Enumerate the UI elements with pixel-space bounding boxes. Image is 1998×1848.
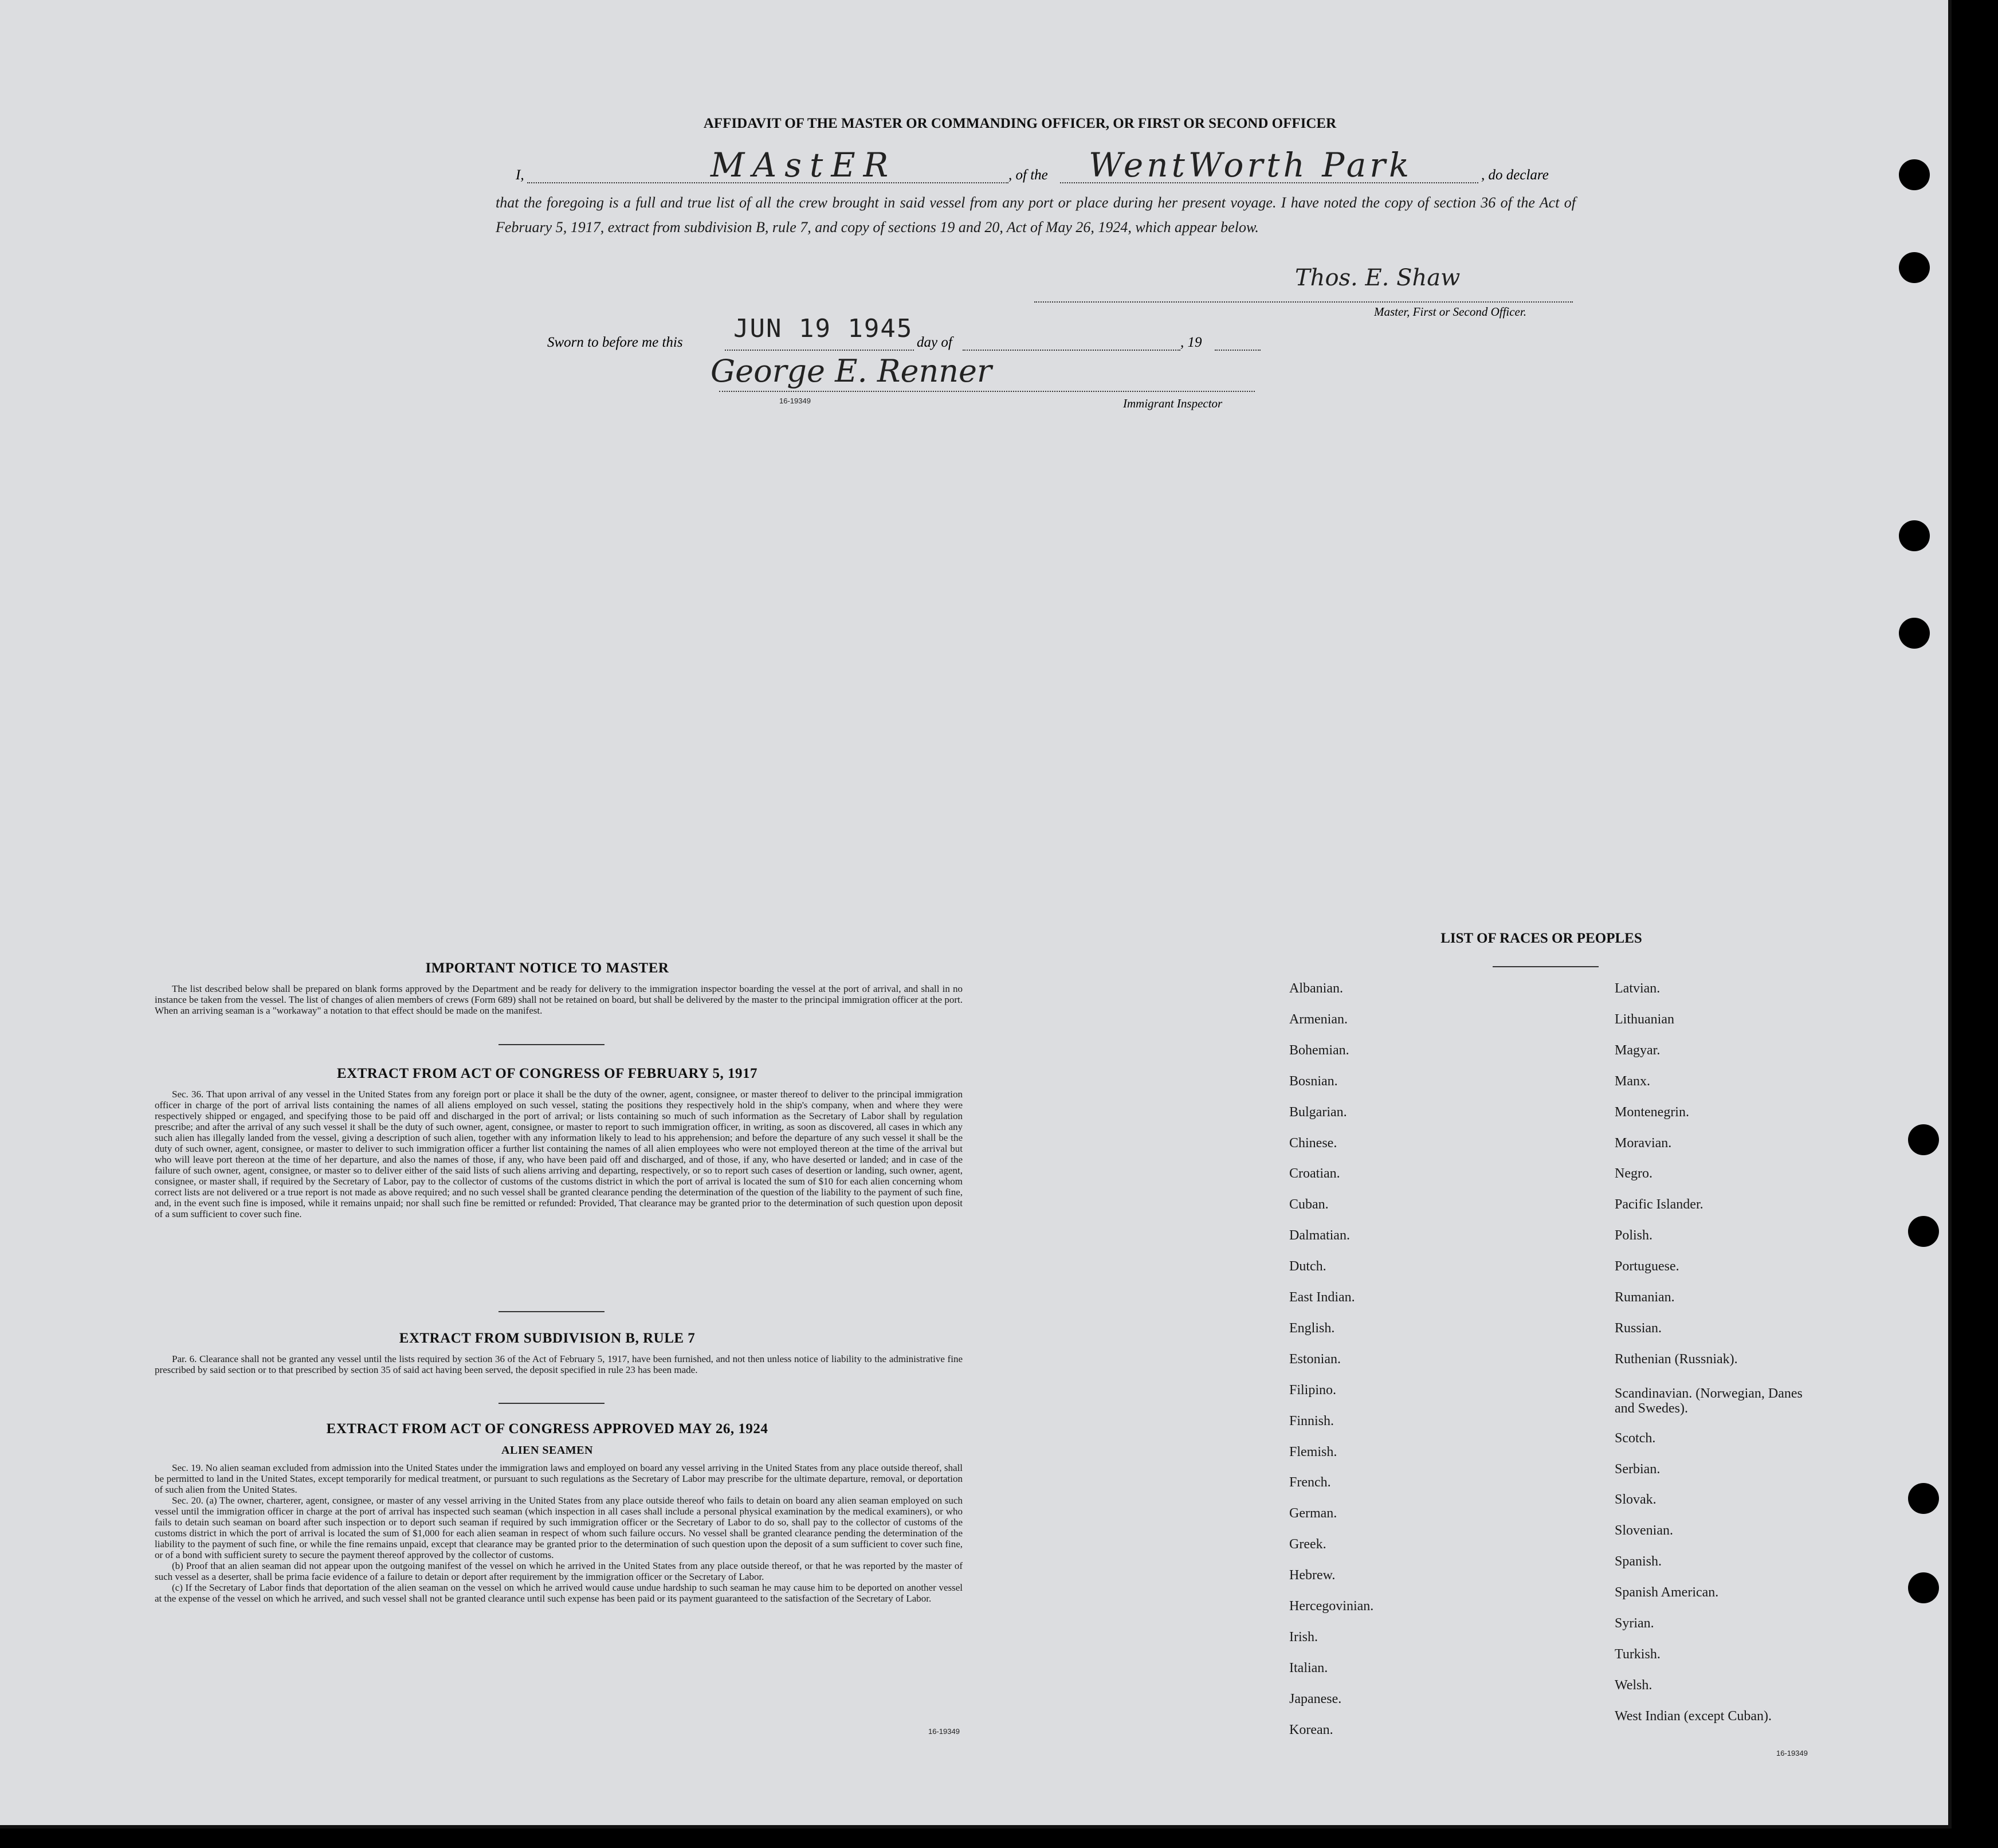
punch-hole <box>1908 1483 1939 1514</box>
rule7-title: EXTRACT FROM SUBDIVISION B, RULE 7 <box>399 1331 696 1346</box>
race-item: Scandinavian. (Norwegian, Danes and Swedes). <box>1615 1386 1803 1416</box>
race-item: Portuguese. <box>1615 1259 1679 1274</box>
separator <box>498 1044 604 1045</box>
race-item: Hercegovinian. <box>1289 1599 1374 1614</box>
race-item: Pacific Islander. <box>1615 1197 1703 1212</box>
race-item: Russian. <box>1615 1321 1662 1336</box>
race-item: Armenian. <box>1289 1012 1348 1027</box>
notice-body: The list described below shall be prepared on blank forms approved by the Department and be ready for delivery to the immigration inspector boarding the vessel at the port of arrival, and shall in no instance be taken from the vessel. The list of changes of alien members of crews (Form 689) shall not be retained on board, but shall be delivered by the master to the principal immigration officer at the port. When an arriving seaman is a "workaway" a notation to that effect should be made on the manifest. <box>155 983 963 1016</box>
alien-seamen-subtitle: ALIEN SEAMEN <box>501 1444 593 1457</box>
race-item: Hebrew. <box>1289 1568 1336 1583</box>
race-item: Montenegrin. <box>1615 1105 1689 1120</box>
race-item: Turkish. <box>1615 1647 1661 1662</box>
race-item: Finnish. <box>1289 1414 1334 1429</box>
punch-hole <box>1899 520 1930 551</box>
race-item: Rumanian. <box>1615 1290 1675 1305</box>
race-item: Manx. <box>1615 1074 1650 1089</box>
form-number-top: 16-19349 <box>779 397 811 405</box>
separator <box>498 1403 604 1404</box>
extract-1924-body <box>155 1462 963 1604</box>
race-item: West Indian (except Cuban). <box>1615 1709 1772 1724</box>
race-item: Serbian. <box>1615 1462 1661 1477</box>
race-item: Dalmatian. <box>1289 1228 1350 1243</box>
sec20a-text: Sec. 20. (a) The owner, charterer, agent, consignee, or master of any vessel arriving in the United States from any place outside thereof who fails to detain on board any alien seaman employed on such vessel until the immigration officer in charge at the port of arrival has inspected such seaman (which inspection in all cases shall include a personal physical examination by the medical examiners), or who fails to detain such seaman on board after such inspection or to deport such seaman if required by such immigration officer or the Secretary of Labor to do so, shall pay to the collector of customs of the customs district in which the port of arrival is located the sum of $1,000 for each alien seaman in respect of whom such failure occurs. No vessel shall be granted clearance pending the determination of the liability to the payment of such fine, or while the fine remains unpaid, except that clearance may be granted prior to the determination of such question upon the deposit of a sum sufficient to cover such fine, or of a bond with sufficient surety to secure the payment thereof approved by the collector of customs. <box>155 1495 963 1560</box>
race-item: Bohemian. <box>1289 1043 1349 1058</box>
race-item: Bulgarian. <box>1289 1105 1347 1120</box>
race-item: Flemish. <box>1289 1445 1337 1459</box>
form-number-right: 16-19349 <box>1776 1749 1808 1757</box>
race-item: Syrian. <box>1615 1616 1654 1631</box>
sec20b-text: (b) Proof that an alien seaman did not appear upon the outgoing manifest of the vessel on which he arrived in the United States from any place outside thereof, or that he was reported by the master of such vessel as a deserter, shall be prima facie evidence of a failure to detain or deport after requirement by the immigration officer or the Secretary of Labor. <box>155 1560 963 1582</box>
punch-hole <box>1899 252 1930 283</box>
race-item: German. <box>1289 1506 1337 1521</box>
officer-label: Master, First or Second Officer. <box>1374 305 1526 319</box>
race-item: Japanese. <box>1289 1692 1342 1706</box>
race-item: Slovenian. <box>1615 1523 1673 1538</box>
punch-hole <box>1908 1124 1939 1155</box>
race-item: Lithuanian <box>1615 1012 1674 1027</box>
race-item: Croatian. <box>1289 1166 1340 1181</box>
race-item: East Indian. <box>1289 1290 1355 1305</box>
race-item: Irish. <box>1289 1630 1318 1645</box>
inspector-signature-line <box>719 391 1255 392</box>
affidavit-title: AFFIDAVIT OF THE MASTER OR COMMANDING OFFICER, OR FIRST OR SECOND OFFICER <box>703 116 1337 131</box>
race-item: Albanian. <box>1289 981 1343 996</box>
race-item: Ruthenian (Russniak). <box>1615 1352 1738 1367</box>
race-item: Italian. <box>1289 1661 1328 1676</box>
race-item: Greek. <box>1289 1537 1326 1552</box>
punch-hole <box>1899 618 1930 649</box>
year-label: , 19 <box>1180 335 1202 350</box>
sec19-text: Sec. 19. No alien seaman excluded from admission into the United States under the immigration laws and employed on board any vessel arriving in the United States from any place outside thereof, shall be permitted to land in the United States, except temporarily for medical treatment, or pursuant to such regulations as the Secretary of Labor may prescribe for the ultimate departure, removal, or deportation of such alien from the United States. <box>155 1462 963 1495</box>
race-item: Spanish American. <box>1615 1585 1719 1600</box>
race-item: Cuban. <box>1289 1197 1329 1212</box>
punch-hole <box>1899 159 1930 190</box>
punch-hole <box>1908 1216 1939 1247</box>
race-item: Slovak. <box>1615 1492 1657 1507</box>
race-item: Dutch. <box>1289 1259 1326 1274</box>
of-the-label: , of the <box>1008 167 1048 183</box>
race-item: Korean. <box>1289 1723 1333 1737</box>
officer-signature-line <box>1034 301 1573 303</box>
race-item: Polish. <box>1615 1228 1653 1243</box>
race-item: English. <box>1289 1321 1335 1336</box>
inspector-label: Immigrant Inspector <box>1123 397 1223 410</box>
sec20c-text: (c) If the Secretary of Labor finds that deportation of the alien seaman on the vessel on which he arrived would cause undue hardship to such seaman he may cause him to be deported on another vessel at the expense of the vessel on which he arrived, and such vessel shall not be granted clearance until such expense has been paid or its payment guaranteed to the satisfaction of the Secretary of Labor. <box>155 1582 963 1604</box>
extract-1924-title: EXTRACT FROM ACT OF CONGRESS APPROVED MAY 26, 1924 <box>326 1421 768 1437</box>
extract-1917-body: Sec. 36. That upon arrival of any vessel in the United States from any foreign port or place it shall be the duty of the owner, agent, consignee, or master thereof to deliver to the principal immigration officer in charge of the port of arrival lists containing the names of all aliens employed on such vessel, stating the positions they respectively hold in the ship's company, when and where they were respectively shipped or engaged, and specifying those to be paid off and discharged in the port of arrival; or lists containing so much of such information as the Secretary of Labor shall by regulation prescribe; and after the arrival of any such vessel it shall be the duty of such owner, agent, consignee, or master to report to such immigration officer, in writing, as soon as discovered, all cases in which any such alien has illegally landed from the vessel, giving a description of such alien, together with any information likely to lead to his apprehension; and before the departure of any such vessel it shall be the duty of such owner, agent, consignee, or master to deliver to such immigration officer a further list containing the names of all alien employees who were not employed thereon at the time of the arrival but who will leave port thereon at the time of her departure, and also the names of those, if any, who have been paid off and discharged, and of those, if any, who have deserted or landed; and in case of the failure of such owner, agent, consignee, or master so to deliver either of the said lists of such aliens arriving and departing, respectively, or so to report such cases of desertion or landing, such owner, agent, consignee, or master shall, if required by the Secretary of Labor, pay to the collector of customs of the customs district in which the port of arrival is located the sum of $10 for each alien concerning whom correct lists are not delivered or a true report is not made as above required; and no such vessel shall be granted clearance pending the determination of the question of the liability to the payment of such fine, and, in the event such fine is imposed, while it remains unpaid; nor shall such fine be remitted or refunded: Provided, That clearance may be granted prior to the determination of such question upon deposit of a sum sufficient to cover such fine. <box>155 1089 963 1219</box>
vessel-name-handwritten: WentWorth Park <box>1089 146 1413 185</box>
year-line <box>1215 350 1261 351</box>
race-item: Estonian. <box>1289 1352 1341 1367</box>
race-item: Latvian. <box>1615 981 1661 996</box>
form-number-left: 16-19349 <box>928 1727 960 1736</box>
inspector-signature: George E. Renner <box>711 353 992 389</box>
separator <box>1493 966 1599 967</box>
master-name-handwritten: MAstER <box>711 146 897 185</box>
month-line <box>963 350 1180 351</box>
sworn-date-line <box>725 350 914 351</box>
rule7-body: Par. 6. Clearance shall not be granted any vessel until the lists required by section 36 of the Act of February 5, 1917, have been furnished, and not then unless notice of liability to the administrative fine prescribed by said section or to that prescribed by section 35 of said act having been served, the deposit specified in rule 23 has been made. <box>155 1353 963 1375</box>
race-item: Magyar. <box>1615 1043 1661 1058</box>
notice-title: IMPORTANT NOTICE TO MASTER <box>425 960 669 976</box>
day-of-label: day of <box>917 335 952 350</box>
race-item: Filipino. <box>1289 1383 1337 1398</box>
sworn-label: Sworn to before me this <box>547 335 683 350</box>
race-item: French. <box>1289 1475 1331 1490</box>
extract-1917-title: EXTRACT FROM ACT OF CONGRESS OF FEBRUARY 5, 1917 <box>336 1066 758 1081</box>
race-item: Scotch. <box>1615 1431 1656 1446</box>
race-item: Moravian. <box>1615 1136 1672 1151</box>
race-item: Negro. <box>1615 1166 1652 1181</box>
master-signature: Thos. E. Shaw <box>1295 265 1461 291</box>
do-declare-label: , do declare <box>1481 167 1549 183</box>
separator <box>498 1311 604 1312</box>
race-item: Welsh. <box>1615 1678 1652 1693</box>
races-title: LIST OF RACES OR PEOPLES <box>1440 931 1642 946</box>
race-item: Chinese. <box>1289 1136 1337 1151</box>
affidavit-body: that the foregoing is a full and true list of all the crew brought in said vessel from any port or place during her present voyage. I have noted the copy of section 36 of the Act of February 5, 1917, extract from subdivision B, rule 7, and copy of sections 19 and 20, Act of May 26, 1924, which appear below. <box>496 194 1576 236</box>
i-label: I, <box>516 167 524 183</box>
date-stamp: JUN 19 1945 <box>733 314 913 343</box>
punch-hole <box>1908 1572 1939 1603</box>
race-item: Bosnian. <box>1289 1074 1338 1089</box>
race-item: Spanish. <box>1615 1554 1662 1569</box>
